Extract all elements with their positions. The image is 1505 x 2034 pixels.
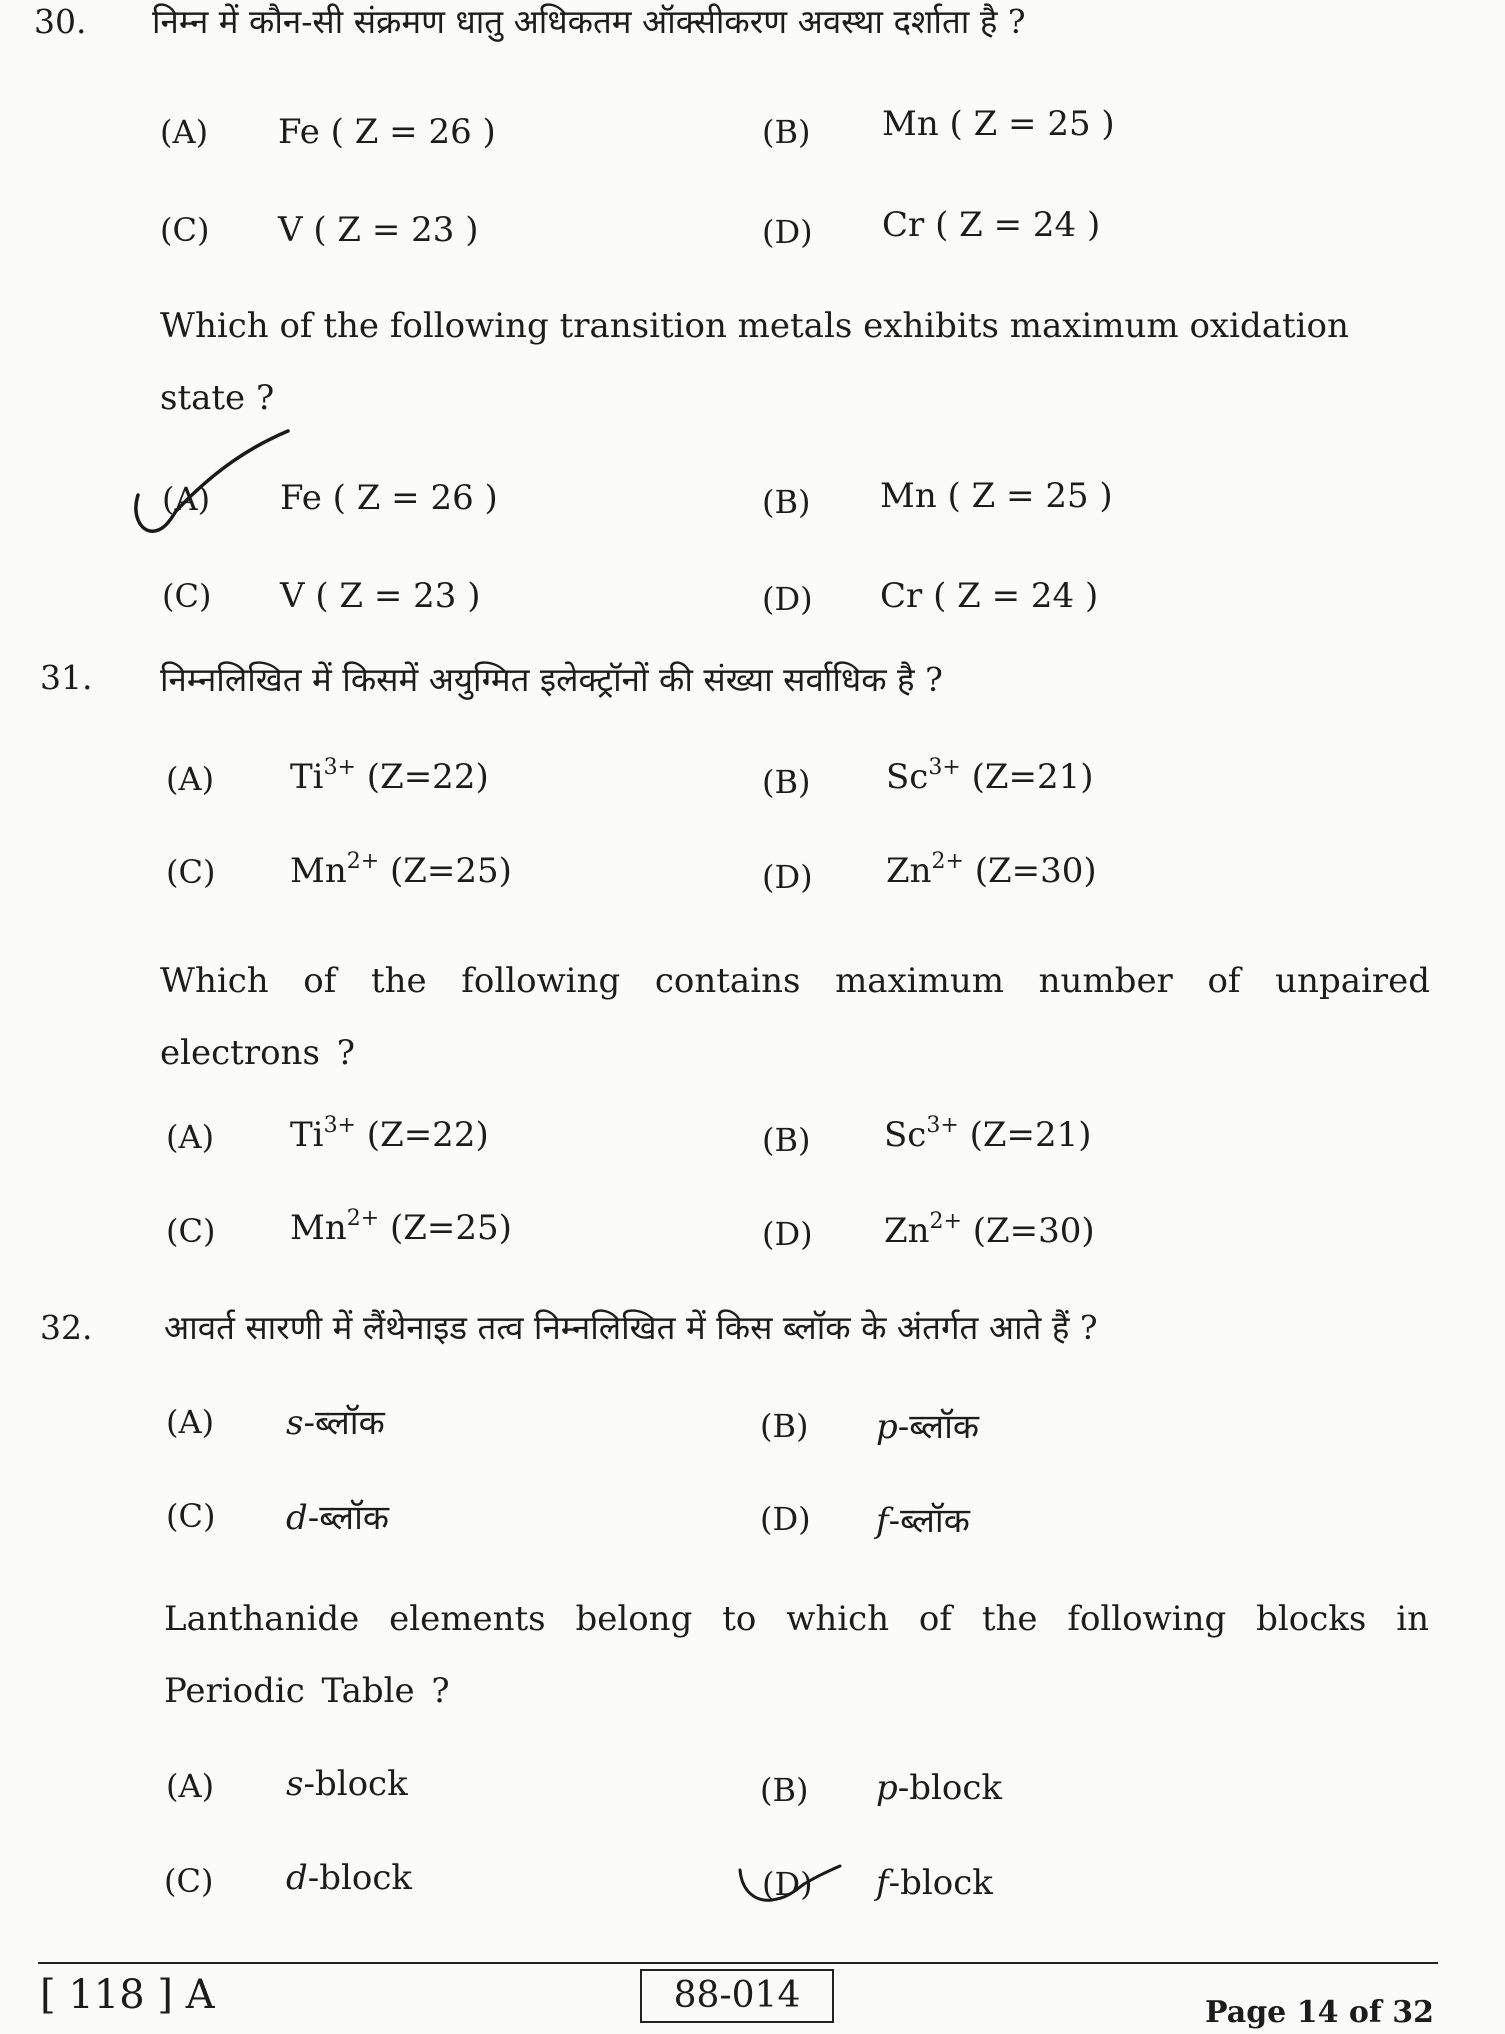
option-text: s-block: [286, 1764, 408, 1804]
option-letter: (C): [166, 853, 216, 891]
option-letter: (B): [760, 1771, 809, 1809]
option-letter: (B): [762, 113, 811, 151]
question-english-line: electrons ?: [160, 1033, 355, 1073]
question-english-line: state ?: [160, 378, 275, 418]
option-text: d-block: [286, 1858, 413, 1898]
option-text: f-ब्लॉक: [876, 1501, 970, 1541]
option-letter: (D): [762, 1865, 813, 1903]
footer-divider: [38, 1962, 1438, 1964]
option-text: $Sc^{3+}$ (Z=21): [886, 755, 1094, 797]
option-text: Mn ( Z = 25 ): [880, 476, 1113, 516]
question-number: 31.: [40, 658, 93, 697]
option-text: $Zn^{2+}$ (Z=30): [886, 849, 1097, 891]
question-english-text: [160, 945, 1430, 1089]
question-english-text: [160, 290, 1430, 434]
question-number: 32.: [40, 1308, 93, 1347]
option-text: Mn ( Z = 25 ): [882, 104, 1115, 144]
option-letter: (C): [166, 1212, 216, 1250]
booklet-number: [ 118 ] A: [40, 1972, 215, 2018]
option-letter: (A): [160, 113, 209, 151]
option-text: V ( Z = 23 ): [278, 210, 479, 250]
option-text: $Mn^{2+}$ (Z=25): [290, 849, 512, 891]
option-letter: (C): [166, 1497, 216, 1535]
option-letter: (C): [160, 211, 210, 249]
option-text: Cr ( Z = 24 ): [882, 205, 1101, 245]
option-text: V ( Z = 23 ): [280, 576, 481, 616]
option-text: $Mn^{2+}$ (Z=25): [290, 1206, 512, 1248]
question-english-line: Periodic Table ?: [164, 1671, 450, 1711]
question-english-line: Lanthanide elements belong to which of the following blocks in: [164, 1599, 1429, 1639]
option-text: Fe ( Z = 26 ): [278, 112, 496, 152]
question-hindi-text: निम्न में कौन-सी संक्रमण धातु अधिकतम ऑक्सीकरण अवस्था दर्शाता है ?: [152, 2, 1026, 41]
option-text: s-ब्लॉक: [286, 1403, 385, 1443]
question-english-text: [164, 1583, 1429, 1727]
option-letter: (A): [166, 1118, 215, 1156]
option-letter: (D): [760, 1500, 811, 1538]
option-text: $Ti^{3+}$ (Z=22): [290, 1113, 489, 1155]
option-letter: (C): [162, 577, 212, 615]
option-letter: (D): [762, 1215, 813, 1253]
question-english-line: Which of the following transition metals exhibits maximum oxidation: [160, 306, 1349, 346]
option-letter: (D): [762, 858, 813, 896]
option-text: f-block: [876, 1863, 993, 1903]
page-indicator: Page 14 of 32: [1205, 1995, 1434, 2030]
question-hindi-text: आवर्त सारणी में लैंथेनाइड तत्व निम्नलिखित में किस ब्लॉक के अंतर्गत आते हैं ?: [164, 1308, 1098, 1347]
option-letter: (A): [162, 480, 211, 518]
question-english-line: Which of the following contains maximum number of unpaired: [160, 961, 1430, 1001]
option-letter: (A): [166, 1403, 215, 1441]
option-letter: (A): [166, 1767, 215, 1805]
option-text: p-ब्लॉक: [876, 1407, 980, 1447]
handwritten-tick-mark: [128, 425, 298, 535]
option-letter: (B): [762, 763, 811, 801]
option-text: Cr ( Z = 24 ): [880, 576, 1099, 616]
option-text: $Zn^{2+}$ (Z=30): [884, 1209, 1095, 1251]
option-letter: (D): [762, 580, 813, 618]
paper-code-box: 88-014: [640, 1969, 834, 2023]
option-letter: (C): [164, 1862, 214, 1900]
handwritten-tick-mark: [736, 1858, 846, 1910]
option-text: d-ब्लॉक: [286, 1498, 390, 1538]
option-letter: (B): [760, 1407, 809, 1445]
option-letter: (A): [166, 760, 215, 798]
option-letter: (B): [762, 483, 811, 521]
question-number: 30.: [34, 2, 87, 41]
option-letter: (D): [762, 213, 813, 251]
option-text: p-block: [876, 1768, 1003, 1808]
option-text: $Sc^{3+}$ (Z=21): [884, 1113, 1092, 1155]
option-text: $Ti^{3+}$ (Z=22): [290, 755, 489, 797]
option-letter: (B): [762, 1121, 811, 1159]
option-text: Fe ( Z = 26 ): [280, 478, 498, 518]
question-hindi-text: निम्नलिखित में किसमें अयुग्मित इलेक्ट्रॉनों की संख्या सर्वाधिक है ?: [160, 660, 943, 699]
